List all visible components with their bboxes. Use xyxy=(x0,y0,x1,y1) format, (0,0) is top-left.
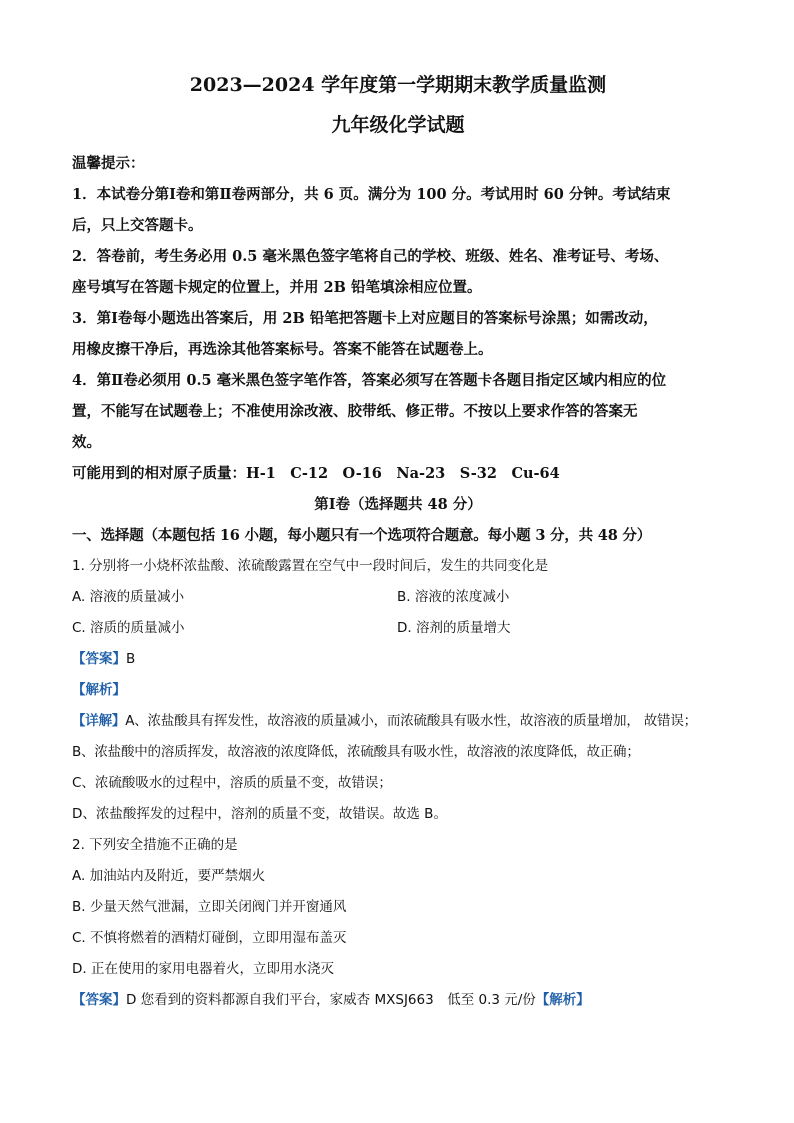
notice-line: 4．第Ⅱ卷必须用 0.5 毫米黑色签字笔作答，答案必须写在答题卡各题目指定区域内相应的位 xyxy=(72,372,667,389)
analysis-line xyxy=(72,675,724,706)
detail-tag: 【详解】 xyxy=(72,713,126,729)
option-d: D. 正在使用的家用电器着火，立即用水浇灭 xyxy=(72,961,334,977)
part-heading: 一、选择题（本题包括 16 小题，每小题只有一个选项符合题意。每小题 3 分，共 48 分） xyxy=(72,527,652,544)
detail-line xyxy=(72,706,724,737)
option-b: B. 少量天然气泄漏，立即关闭阀门并开窗通风 xyxy=(72,899,347,915)
question-2-stem: 2. 下列安全措施不正确的是 xyxy=(72,837,238,853)
detail-line: C、浓硫酸吸水的过程中，溶质的质量不变，故错误； xyxy=(72,775,392,791)
question-1-options-row xyxy=(72,582,724,613)
option-a: A. 溶液的质量减小 xyxy=(72,589,185,605)
analysis-tag: 【解析】 xyxy=(72,682,126,698)
answer-text: D 您看到的资料都源自我们平台，家威杏 MXSJ663 低至 0.3 元/份 xyxy=(126,992,536,1008)
notice-line: 3．第Ⅰ卷每小题选出答案后，用 2B 铅笔把答题卡上对应题目的答案标号涂黑；如需改动， xyxy=(72,310,658,327)
answer-tag: 【答案】 xyxy=(72,651,126,667)
detail-text: A、浓盐酸具有挥发性，故溶液的质量减小，而浓硫酸具有吸水性，故溶液的质量增加， 故错误； xyxy=(125,713,697,729)
option-c: C. 不慎将燃着的酒精灯碰倒，立即用湿布盖灭 xyxy=(72,930,347,946)
section-title: 第Ⅰ卷（选择题共 48 分） xyxy=(314,496,482,513)
option-b: B. 溶液的浓度减小 xyxy=(397,589,510,605)
notice-line: 1．本试卷分第Ⅰ卷和第Ⅱ卷两部分，共 6 页。满分为 100 分。考试用时 60 分钟。考试结束 xyxy=(72,186,671,203)
question-1-stem: 1. 分别将一小烧杯浓盐酸、浓硫酸露置在空气中一段时间后，发生的共同变化是 xyxy=(72,558,549,574)
answer-value: B xyxy=(126,651,136,667)
notice-line: 座号填写在答题卡规定的位置上，并用 2B 铅笔填涂相应位置。 xyxy=(72,279,482,296)
notice-heading: 温馨提示： xyxy=(72,155,145,172)
atomic-masses: 可能用到的相对原子质量：H-1 C-12 O-16 Na-23 S-32 Cu-64 xyxy=(72,465,560,482)
exam-title: 2023—2024 学年度第一学期期末教学质量监测 xyxy=(189,74,607,96)
detail-line: D、浓盐酸挥发的过程中，溶剂的质量不变，故错误。故选 B。 xyxy=(72,806,447,822)
option-c: C. 溶质的质量减小 xyxy=(72,620,185,636)
exam-subtitle: 九年级化学试题 xyxy=(331,114,465,136)
answer-line xyxy=(72,644,724,675)
option-a: A. 加油站内及附近，要严禁烟火 xyxy=(72,868,266,884)
notice-line: 后，只上交答题卡。 xyxy=(72,217,203,234)
answer-tag: 【答案】 xyxy=(72,992,126,1008)
question-1-options-row xyxy=(72,613,724,644)
notice-line: 2．答卷前，考生务必用 0.5 毫米黑色签字笔将自己的学校、班级、姓名、准考证号、考场、 xyxy=(72,248,669,265)
detail-line: B、浓盐酸中的溶质挥发，故溶液的浓度降低，浓硫酸具有吸水性，故溶液的浓度降低，故正确； xyxy=(72,744,640,760)
notice-line: 置，不能写在试题卷上；不准使用涂改液、胶带纸、修正带。不按以上要求作答的答案无 xyxy=(72,403,638,420)
option-d: D. 溶剂的质量增大 xyxy=(397,620,511,636)
notice-line: 用橡皮擦干净后，再选涂其他答案标号。答案不能答在试题卷上。 xyxy=(72,341,493,358)
answer-line xyxy=(72,985,724,1016)
notice-line: 效。 xyxy=(72,434,101,451)
analysis-tag: 【解析】 xyxy=(535,992,590,1008)
